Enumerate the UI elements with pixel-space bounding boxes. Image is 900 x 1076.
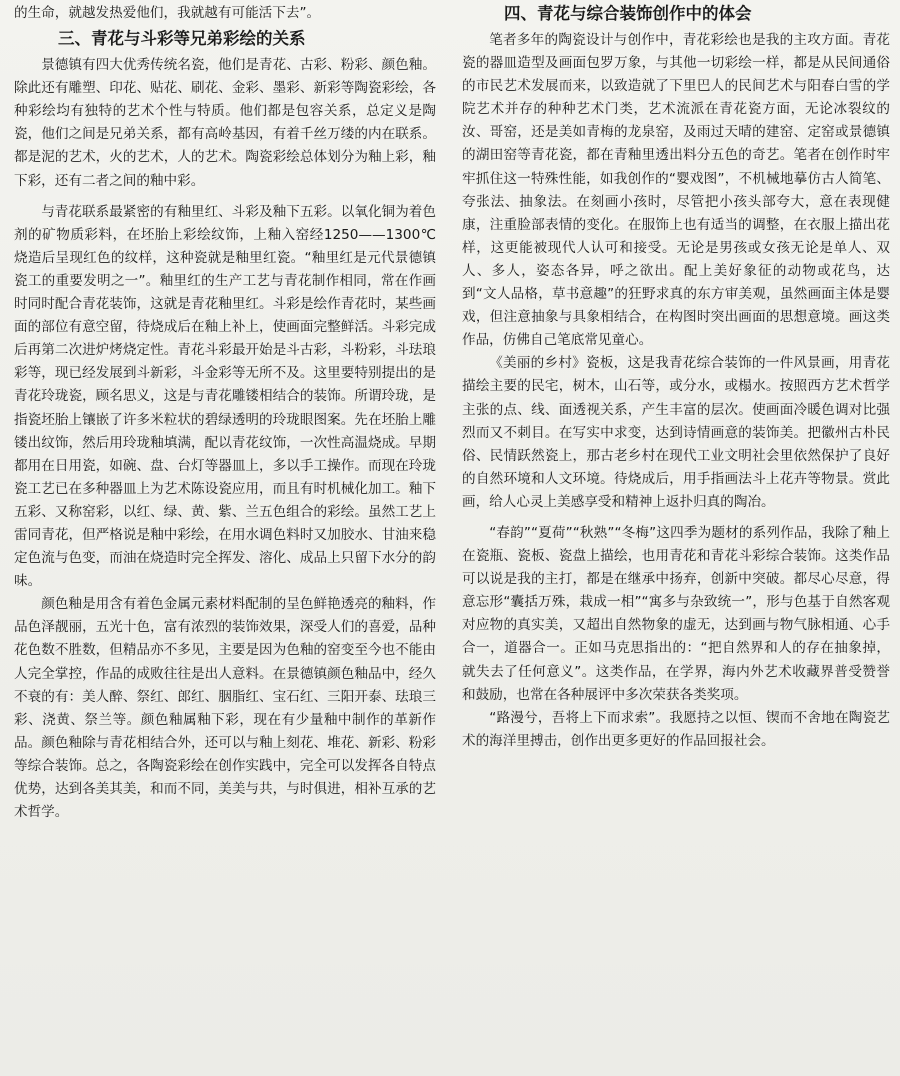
paragraph-gap [14, 193, 436, 201]
section-heading-3: 三、青花与斗彩等兄弟彩绘的关系 [58, 29, 306, 49]
section-heading-4: 四、青花与综合装饰创作中的体会 [504, 4, 752, 23]
paragraph-gap [462, 514, 890, 522]
paragraph: 《美丽的乡村》瓷板，这是我青花综合装饰的一件风景画，用青花描绘主要的民宅，树木，山石等，或分水，或榻水。按照西方艺术哲学主张的点、线、面透视关系，产生丰富的层次。使画面冷暖色调对比强烈而又不刺目。在写实中求变，达到诗情画意的装饰美。把徽州古朴民俗、民情跃然瓷上，那古老乡村在现代工业文明社会里依然保护了良好的自然环境和人文环境。待烧成后，用手指画法斗上花卉等物景。赏此画，给人心灵上美感享受和精神上返扑归真的陶冶。 [462, 355, 890, 510]
paragraph-continuation: 的生命，就越发热爱他们，我就越有可能活下去”。 [14, 5, 321, 21]
paragraph: 与青花联系最紧密的有釉里红、斗彩及釉下五彩。以氧化铜为着色剂的矿物质彩料，在坯胎上彩绘纹饰，上釉入窑经1250——1300℃烧造后呈现红色的纹样，这种瓷就是釉里红瓷。“釉里红是元代景德镇瓷工的重要发明之一”。釉里红的生产工艺与青花制作相同，常在作画时同时配合青花装饰，这就是青花釉里红。斗彩是绘作青花时，某些画面的部位有意空留，待烧成后在釉上补上，使画面完整鲜活。斗彩完成后再第二次进炉烤烧定性。青花斗彩最开始是斗古彩，斗粉彩，斗珐琅彩等，现已经发展到斗新彩，斗金彩等无所不及。这里要特别提出的是青花玲珑瓷，顾名思义，这是与青花雕镂相结合的装饰。所谓玲珑，是指瓷坯胎上镶嵌了许多米粒状的碧绿透明的玲珑眼图案。先在坯胎上雕镂出纹饰，然后用玲珑釉填满，配以青花纹饰，一次性高温烧成。早期都用在日用瓷，如碗、盘、台灯等器皿上，多以手工操作。而现在玲珑瓷工艺已在多种器皿上为艺术陈设瓷应用，而且有时机械化加工。釉下五彩、又称窑彩，以红、绿、黄、紫、兰五色组合的彩绘。虽然工艺上雷同青花，但严格说是釉中彩绘，在用水调色料时又加胶水、甘油来稳定色流与色变，而油在烧造时完全挥发、溶化、成品上只留下水分的韵味。 [14, 203, 436, 590]
paragraph: 笔者多年的陶瓷设计与创作中，青花彩绘也是我的主攻方面。青花瓷的器皿造型及画面包罗万象，与其他一切彩绘一样，都是从民间通俗的市民艺术发展而来，以致造就了下里巴人的民间艺术与阳春白雪的学院艺术并存的种种艺术门类，艺术流派在青花瓷方面，无论冰裂纹的汝、哥窑，还是美如青梅的龙泉窑，及雨过天晴的建窑、定窑或景德镇的湖田窑等青花瓷，都在青釉里透出料分五色的奇艺。笔者在创作时牢牢抓住这一特殊性能，如我创作的“婴戏图”，不机械地摹仿古人简笔、夸张法、抽象法。在刻画小孩时，尽管把小孩头部夸大，意在表现健康，注重脸部表情的变化。在服饰上也有适当的调整，在衣服上描出花样，这更能被现代人认可和接受。无论是男孩或女孩无论是单人、双人、多人，姿态各异，呼之欲出。配上美好象征的动物或花鸟，达到“文人品格，草书意趣”的狂野求真的东方审美观，虽然画面主体是婴戏，但注意抽象与具象相结合，在构图时突出画面的思想意境。画这类作品，仿佛自己笔底常见童心。 [462, 32, 890, 349]
right-column [462, 2, 890, 753]
paragraph: “春韵”“夏荷”“秋熟”“冬梅”这四季为题材的系列作品，我除了釉上在瓷瓶、瓷板、瓷盘上描绘，也用青花和青花斗彩综合装饰。这类作品可以说是我的主打，都是在继承中扬弃，创新中突破。都尽心尽意，得意忘形“囊括万殊，栽成一相”“寓多与杂致统一”，形与色基于自然客观对应物的真实美，又超出自然物象的虚无，达到画与物气脉相通、心手合一，道器合一。正如马克思指出的：“把自然界和人的存在抽象掉，就失去了任何意义”。这类作品，在学界，海内外艺术收藏界普受赞誉和鼓励，也常在各种展评中多次荣获各类奖项。 [462, 524, 890, 703]
paragraph: 颜色釉是用含有着色金属元素材料配制的呈色鲜艳透亮的釉料，作品色泽靓丽，五光十色，富有浓烈的装饰效果，深受人们的喜爱，品种花色数不胜数，但精品亦不多见，主要是因为色釉的窑变至今也不能由人完全掌控，作品的成败往往是出人意料。在景德镇颜色釉品中，经久不衰的有：美人醉、祭红、郎红、胭脂红、宝石红、三阳开泰、珐琅三彩、浇黄、祭兰等。颜色釉属釉下彩，现在有少量釉中制作的革新作品。颜色釉除与青花相结合外，还可以与釉上刻花、堆花、新彩、粉彩等综合装饰。总之，各陶瓷彩绘在创作实践中，完全可以发挥各自特点优势，达到各美其美，和而不同，美美与共，与时俱进，相补互承的艺术哲学。 [14, 596, 436, 821]
paragraph: 景德镇有四大优秀传统名瓷，他们是青花、古彩、粉彩、颜色釉。除此还有雕塑、印花、贴花、刷花、金彩、墨彩、新彩等陶瓷彩绘，各种彩绘均有独特的艺术个性与特质。他们都是包容关系，总定义是陶瓷，他们之间是兄弟关系，都有高岭基因，有着千丝万缕的内在联系。都是泥的艺术，火的艺术，人的艺术。陶瓷彩绘总体划分为釉上彩，釉下彩，还有二者之间的釉中彩。 [14, 57, 436, 189]
paragraph: “路漫兮，吾将上下而求索”。我愿持之以恒、锲而不舍地在陶瓷艺术的海洋里搏击，创作出更多更好的作品回报社会。 [462, 709, 890, 749]
left-column [14, 2, 436, 824]
